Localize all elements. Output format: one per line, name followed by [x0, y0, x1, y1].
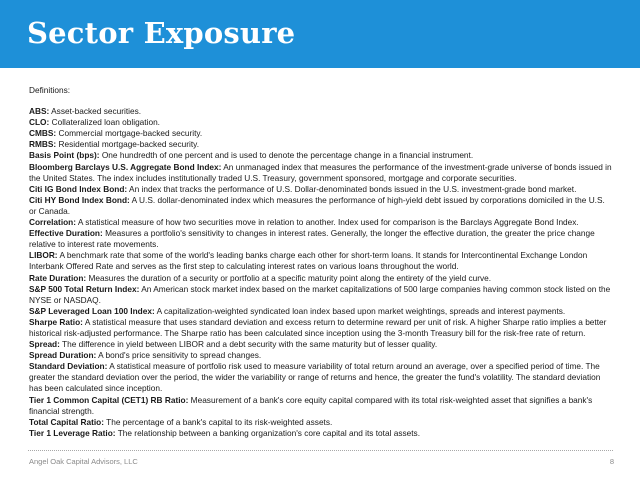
definition-text: One hundredth of one percent and is used to denote the percentage change in a financial instrument.	[101, 150, 474, 161]
definition-item	[29, 150, 614, 161]
definition-term: ABS:	[29, 106, 50, 117]
definition-text: A statistical measure of how two securities move in relation to another. Index used for comparison is the Barclays Aggregate Bond Index.	[77, 217, 579, 228]
definition-term: RMBS:	[29, 139, 57, 150]
definitions-section	[29, 85, 614, 439]
definition-text: Collateralized loan obligation.	[51, 117, 160, 128]
definition-item	[29, 317, 614, 339]
definition-text: A U.S. dollar-denominated index which measures the performance of high-yield debt issued by corporations domiciled in the U.S. or Canada.	[29, 194, 605, 216]
definition-item	[29, 162, 614, 184]
definition-term: Standard Deviation:	[29, 361, 108, 372]
definition-item	[29, 128, 614, 139]
definition-item	[29, 217, 614, 228]
definition-item	[29, 273, 614, 284]
footer-divider	[28, 450, 613, 451]
definition-term: Spread Duration:	[29, 350, 97, 361]
definition-text: Measurement of a bank's core equity capital compared with its total risk-weighted asset that signifies a bank's financial strength.	[29, 394, 593, 416]
definition-item	[29, 106, 614, 117]
definition-text: The percentage of a bank's capital to its risk-weighted assets.	[106, 416, 333, 427]
definition-term: Basis Point (bps):	[29, 150, 100, 161]
definition-term: Bloomberg Barclays U.S. Aggregate Bond Index:	[29, 161, 222, 172]
definition-item	[29, 284, 614, 306]
definition-text: A capitalization-weighted syndicated loan index based upon market weightings, spreads and interest payments.	[156, 305, 566, 316]
definition-item	[29, 339, 614, 350]
definition-item	[29, 361, 614, 394]
definition-item	[29, 228, 614, 250]
definitions-heading: Definitions:	[29, 85, 71, 95]
definition-term: CMBS:	[29, 128, 57, 139]
definition-term: Citi HY Bond Index Bond:	[29, 194, 130, 205]
definition-text: Residential mortgage-backed security.	[58, 139, 200, 150]
definition-term: Correlation:	[29, 217, 77, 228]
page-number: 8	[609, 457, 614, 466]
definition-term: CLO:	[29, 117, 50, 128]
definition-text: The relationship between a banking organization's core capital and its total assets.	[117, 427, 421, 438]
definition-text: A statistical measure of portfolio risk used to measure variability of total return around an average, over a specified period of time. The greater the standard deviation over the period, the wider the variability or range of returns and hence, the greater the fund's volatility. The standard deviation has been calculated since inception.	[29, 361, 601, 394]
definitions-list	[29, 106, 614, 439]
definition-item	[29, 184, 614, 195]
definition-text: The difference in yield between LIBOR and a debt security with the same maturity but of lesser quality.	[62, 339, 438, 350]
definition-text: An index that tracks the performance of U.S. Dollar-denominated bonds issued in the U.S. investment-grade bond market.	[129, 183, 577, 194]
definition-term: LIBOR:	[29, 250, 58, 261]
definition-item	[29, 117, 614, 128]
definition-item	[29, 250, 614, 272]
page-title: Sector Exposure	[27, 16, 296, 50]
definition-term: Sharpe Ratio:	[29, 316, 83, 327]
definition-term: Tier 1 Leverage Ratio:	[29, 427, 116, 438]
definition-text: A bond's price sensitivity to spread changes.	[98, 350, 262, 361]
definition-text: An American stock market index based on the market capitalizations of 500 large companies having common stock listed on the NYSE or NASDAQ.	[29, 283, 611, 305]
definition-term: S&P Leveraged Loan 100 Index:	[29, 305, 155, 316]
definition-term: Total Capital Ratio:	[29, 416, 104, 427]
definition-item	[29, 428, 614, 439]
definition-term: Spread:	[29, 339, 60, 350]
header-bar	[0, 0, 640, 68]
definition-term: Tier 1 Common Capital (CET1) RB Ratio:	[29, 394, 189, 405]
definition-text: Measures a portfolio's sensitivity to changes in interest rates. Generally, the longer the effective duration, the greater the price change relative to interest rate movements.	[29, 228, 595, 250]
definition-text: Commercial mortgage-backed security.	[58, 128, 203, 139]
definition-item	[29, 306, 614, 317]
definition-item	[29, 139, 614, 150]
footer-company: Angel Oak Capital Advisors, LLC	[29, 457, 138, 466]
definition-term: Effective Duration:	[29, 228, 103, 239]
definition-text: Asset-backed securities.	[51, 106, 142, 117]
definition-item	[29, 195, 614, 217]
definition-term: Rate Duration:	[29, 272, 87, 283]
definition-text: Measures the duration of a security or portfolio at a specific maturity point along the entirety of the yield curve.	[88, 272, 492, 283]
definition-text: A benchmark rate that some of the world's leading banks charge each other for short-term loans. It stands for Intercontinental Exchange London Interbank Offered Rate and serves as the first step to calculating interest rates on various loans throughout the world.	[29, 250, 588, 272]
definition-term: Citi IG Bond Index Bond:	[29, 183, 128, 194]
definition-item	[29, 417, 614, 428]
definition-item	[29, 395, 614, 417]
definition-term: S&P 500 Total Return Index:	[29, 283, 140, 294]
definition-text: A statistical measure that uses standard deviation and excess return to determine reward per unit of risk. A higher Sharpe ratio implies a better historical risk-adjusted performance. The Sharpe ratio has been calculated since inception using the 3-month Treasury bill for the risk-free rate of return.	[29, 316, 607, 338]
definition-item	[29, 350, 614, 361]
definition-text: An unmanaged index that measures the performance of the investment-grade universe of bonds issued in the United States. The index includes institutionally traded U.S. Treasury, government sponsored, mortgage and corporate securities.	[29, 161, 612, 183]
footer	[29, 457, 614, 469]
